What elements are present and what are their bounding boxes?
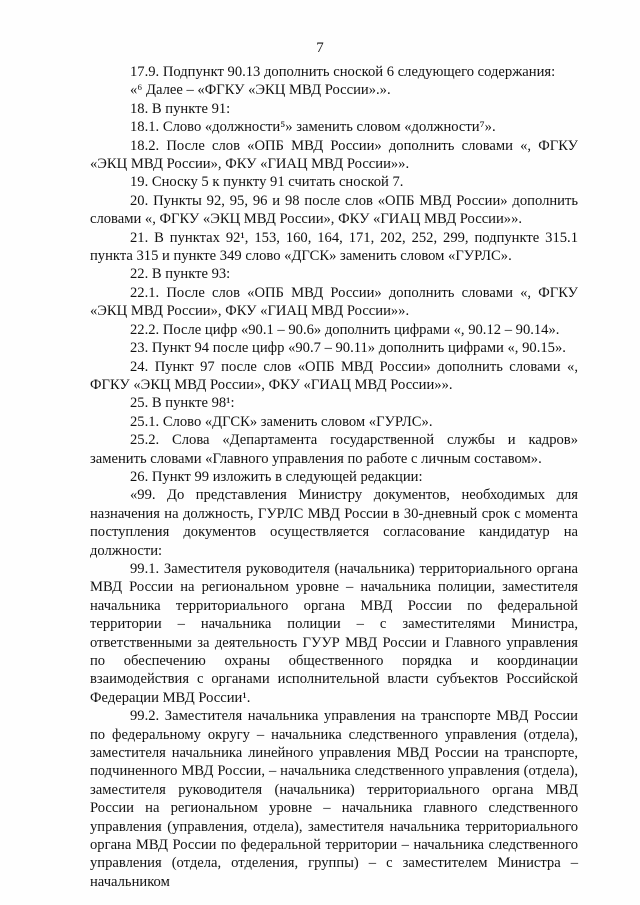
paragraph-17-9: 17.9. Подпункт 90.13 дополнить сноской 6 следующего содержания: — [130, 64, 556, 80]
footnote-6-text: «⁶ Далее – «ФГКУ «ЭКЦ МВД России».». — [130, 82, 391, 99]
paragraph-25: 25. В пункте 98¹: — [130, 395, 235, 412]
paragraph-18-2: 18.2. После слов «ОПБ МВД России» дополнить словами «, ФГКУ «ЭКЦ МВД России», ФКУ «ГИАЦ МВД России»». — [90, 137, 578, 173]
paragraph-22: 22. В пункте 93: — [130, 266, 231, 283]
document-body — [90, 63, 578, 891]
paragraph-23: 23. Пункт 94 после цифр «90.7 – 90.11» дополнить цифрами «, 90.15». — [130, 340, 566, 357]
paragraph-99-1: 99.1. Заместителя руководителя (начальника) территориального органа МВД России на региональном уровне – начальника полиции, заместителя начальника территориального органа МВД России по федеральной территории – начальника полиции – с заместителями Министра, ответственными за деятельность ГУУР МВД России и Главного управления по обеспечению охраны общественного порядка и координации взаимодействия с органами исполнительной власти субъектов Российской Федерации МВД России¹. — [90, 560, 578, 706]
paragraph-26: 26. Пункт 99 изложить в следующей редакции: — [130, 468, 423, 485]
paragraph-25-1: 25.1. Слово «ДГСК» заменить словом «ГУРЛС». — [130, 413, 433, 430]
paragraph-18-1: 18.1. Слово «должности⁵» заменить словом «должности⁷». — [130, 119, 496, 136]
paragraph-19: 19. Сноску 5 к пункту 91 считать сноской 7. — [130, 174, 404, 191]
paragraph-99: «99. До представления Министру документов, необходимых для назначения на должность, ГУРЛС МВД России в 30-дневный срок с момента поступления документов осуществляется согласование кандидатур на должности: — [90, 487, 578, 559]
paragraph-99-2: 99.2. Заместителя начальника управления на транспорте МВД России по федеральному округу – начальника следственного управления (отдела), заместителя начальника линейного управления МВД России на транспорте, подчиненного МВД России, – начальника следственного управления (отдела), заместителя руководителя (начальника) территориального органа МВД России на региональном уровне – начальника главного следственного управления (управления, отдела), заместителя начальника территориального органа МВД России по федеральной территории – начальника следственного управления (отдела, отделения, группы) – с заместителем Министра – начальником — [90, 708, 578, 890]
paragraph-24: 24. Пункт 97 после слов «ОПБ МВД России» дополнить словами «, ФГКУ «ЭКЦ МВД России», ФКУ «ГИАЦ МВД России»». — [90, 358, 578, 393]
paragraph-21: 21. В пунктах 92¹, 153, 160, 164, 171, 202, 252, 299, подпункте 315.1 пункта 315 и пункте 349 слово «ДГСК» заменить словом «ГУРЛС». — [90, 229, 578, 265]
paragraph-25-2: 25.2. Слова «Департамента государственной службы и кадров» заменить словами «Главного управления по работе с личным составом». — [90, 432, 578, 467]
paragraph-18: 18. В пункте 91: — [130, 100, 231, 117]
page-number: 7 — [316, 40, 324, 56]
paragraph-22-2: 22.2. После цифр «90.1 – 90.6» дополнить цифрами «, 90.12 – 90.14». — [130, 321, 560, 338]
paragraph-20: 20. Пункты 92, 95, 96 и 98 после слов «ОПБ МВД России» дополнить словами «, ФГКУ «ЭКЦ МВД России», ФКУ «ГИАЦ МВД России»». — [90, 192, 578, 228]
paragraph-22-1: 22.1. После слов «ОПБ МВД России» дополнить словами «, ФГКУ «ЭКЦ МВД России», ФКУ «ГИАЦ МВД России»». — [90, 284, 578, 320]
